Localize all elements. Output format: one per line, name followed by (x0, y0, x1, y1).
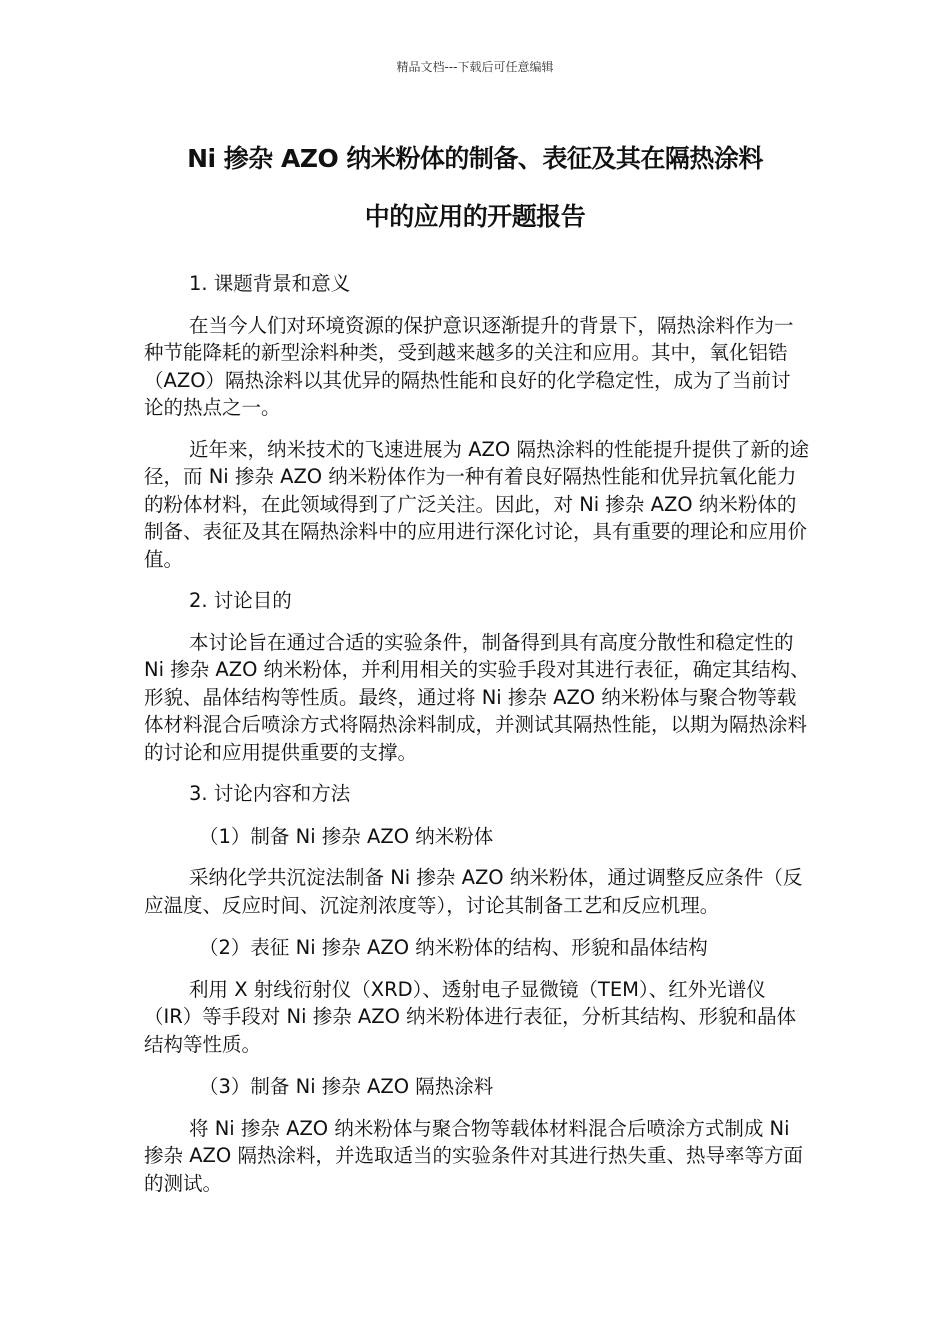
paragraph-background-2: 近年来，纳米技术的飞速进展为 AZO 隔热涂料的性能提升提供了新的途径，而 Ni 掺杂 AZO 纳米粉体作为一种有着良好隔热性能和优异抗氧化能力的粉体材料，在此领域得到了广泛关注。因此，对 Ni 掺杂 AZO 纳米粉体的制备、表征及其在隔热涂料中的应用进行深化讨论，具有重要的理论和应用价值。 (144, 437, 809, 571)
paragraph-method-2: 利用 X 射线衍射仪（XRD）、透射电子显微镜（TEM）、红外光谱仪（IR）等手段对 Ni 掺杂 AZO 纳米粉体进行表征，分析其结构、形貌和晶体结构等性质。 (144, 977, 797, 1056)
subheading-method-2: （2）表征 Ni 掺杂 AZO 纳米粉体的结构、形貌和晶体结构 (199, 936, 708, 959)
paragraph-method-1: 采纳化学共沉淀法制备 Ni 掺杂 AZO 纳米粉体，通过调整反应条件（反应温度、反应时间、沉淀剂浓度等），讨论其制备工艺和反应机理。 (144, 866, 803, 917)
paragraph-background-1: 在当今人们对环境资源的保护意识逐渐提升的背景下，隔热涂料作为一种节能降耗的新型涂料种类，受到越来越多的关注和应用。其中，氧化铝锆（AZO）隔热涂料以其优异的隔热性能和良好的化学稳定性，成为了当前讨论的热点之一。 (144, 313, 794, 419)
paragraph-method-3: 将 Ni 掺杂 AZO 纳米粉体与聚合物等载体材料混合后喷涂方式制成 Ni 掺杂 AZO 隔热涂料，并选取适当的实验条件对其进行热失重、热导率等方面的测试。 (144, 1116, 803, 1195)
subheading-method-3: （3）制备 Ni 掺杂 AZO 隔热涂料 (199, 1075, 494, 1098)
document-title-line-2: 中的应用的开题报告 (364, 202, 586, 231)
section-heading-purpose: 2. 讨论目的 (189, 589, 292, 612)
document-body (144, 270, 810, 1197)
subheading-method-1: （1）制备 Ni 掺杂 AZO 纳米粉体 (199, 824, 494, 848)
section-heading-background: 1. 课题背景和意义 (189, 272, 351, 295)
page-header: 精品文档---下载后可任意编辑 (396, 60, 554, 74)
section-heading-methods: 3. 讨论内容和方法 (189, 782, 351, 805)
paragraph-purpose: 本讨论旨在通过合适的实验条件，制备得到具有高度分散性和稳定性的 Ni 掺杂 AZO 纳米粉体，并利用相关的实验手段对其进行表征，确定其结构、形貌、晶体结构等性质。最终，通过将 Ni 掺杂 AZO 纳米粉体与聚合物等载体材料混合后喷涂方式将隔热涂料制成，并测试其隔热性能，以期为隔热涂料的讨论和应用提供重要的支撑。 (144, 630, 810, 764)
document-title-line-1: Ni 掺杂 AZO 纳米粉体的制备、表征及其在隔热涂料 (187, 144, 763, 173)
